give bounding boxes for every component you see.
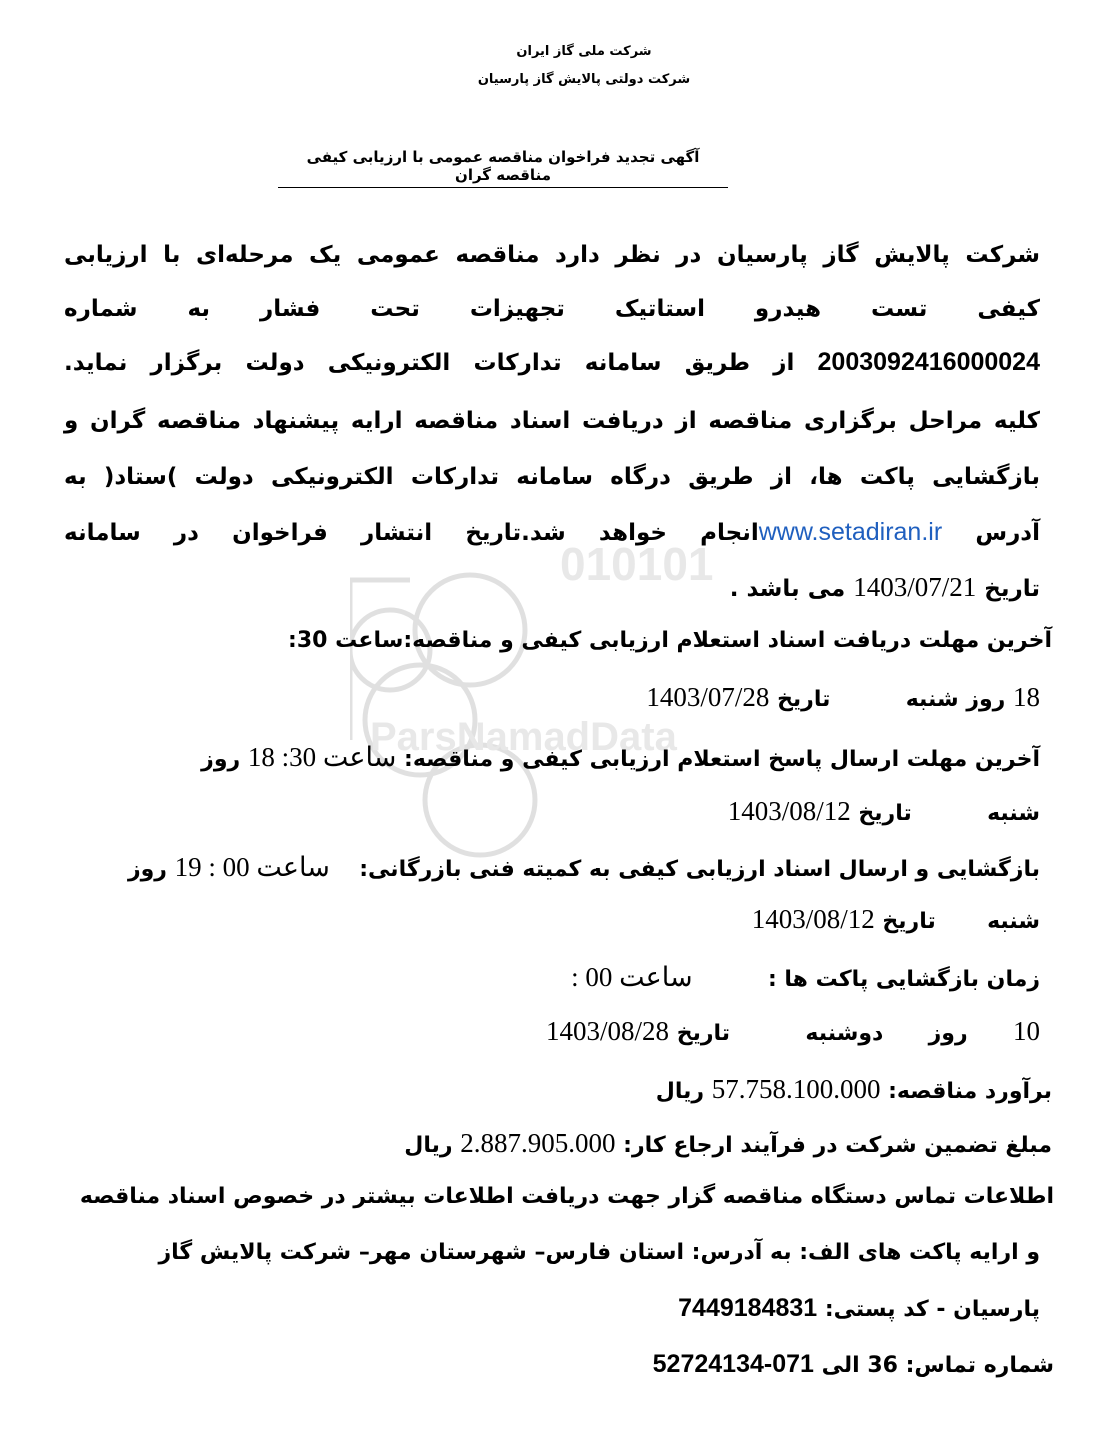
contact-line-3 xyxy=(678,1294,1040,1323)
contact-line-2: و ارایه پاکت های الف: به آدرس: استان فارس– شهرستان مهر– شرکت پالایش گاز xyxy=(158,1240,1040,1265)
company-name: شرکت دولتی پالایش گاز پارسیان xyxy=(477,72,691,87)
opening-envelopes-date-line xyxy=(546,1016,1040,1047)
opening-envelopes-line xyxy=(571,962,1040,993)
receive-docs-hour: 18 xyxy=(1013,682,1040,712)
estimate-value: 57.758.100.000 xyxy=(711,1074,881,1104)
body-line-7 xyxy=(64,572,1040,603)
guarantee-unit: ریال xyxy=(404,1133,453,1158)
opening-quality-day: شنبه xyxy=(987,909,1040,934)
phone-label: شماره تماس: xyxy=(905,1353,1054,1378)
send-response-date-label: تاریخ xyxy=(858,801,912,826)
send-response-label: آخرین مهلت ارسال پاسخ استعلام ارزیابی کیفی و مناقصه: xyxy=(404,747,1040,772)
opening-quality-time: ساعت 00 : 19 xyxy=(174,852,330,882)
opening-envelopes-date-label: تاریخ xyxy=(676,1021,731,1046)
body-line-6-rest: انجام خواهد شد.تاریخ انتشار فراخوان در سامانه xyxy=(64,520,759,546)
guarantee-label: مبلغ تضمین شرکت در فرآیند ارجاع کار: xyxy=(623,1133,1052,1158)
publish-date: 1403/07/21 xyxy=(853,572,977,602)
opening-quality-date-label: تاریخ xyxy=(882,909,936,934)
opening-envelopes-hour: 10 xyxy=(1013,1016,1040,1046)
parent-company-name: شرکت ملی گاز ایران xyxy=(516,44,652,59)
watermark-digits: 010101 xyxy=(560,540,714,590)
send-response-date: 1403/08/12 xyxy=(727,796,851,826)
contact-line-1: اطلاعات تماس دستگاه مناقصه گزار جهت دریافت اطلاعات بیشتر در خصوص اسناد مناقصه xyxy=(79,1184,1054,1209)
opening-envelopes-time: ساعت 00 : xyxy=(571,962,693,992)
body-line-6 xyxy=(64,518,1040,547)
postal-code-label: پارسیان - کد پستی: xyxy=(824,1297,1040,1322)
opening-envelopes-label: زمان بازگشایی پاکت ها : xyxy=(767,967,1040,992)
opening-quality-line xyxy=(128,852,1040,883)
opening-quality-label: بازگشایی و ارسال اسناد ارزیابی کیفی به کمیته فنی بازرگانی: xyxy=(359,857,1040,882)
receive-docs-date: 1403/07/28 xyxy=(646,682,770,712)
address-label: آدرس xyxy=(975,520,1040,546)
body-line-5: بازگشایی پاکت ها، از طریق درگاه سامانه تدارکات الکترونیکی دولت )ستاد( به xyxy=(64,464,1040,490)
guarantee-line xyxy=(404,1128,1052,1159)
watermark-brand: ParsNamadData xyxy=(370,715,677,759)
send-response-deadline-line xyxy=(201,742,1040,773)
send-response-day: شنبه xyxy=(987,801,1040,826)
body-line-4: کلیه مراحل برگزاری مناقصه از دریافت اسناد مناقصه ارایه پیشنهاد مناقصه گران و xyxy=(64,408,1040,434)
receive-docs-deadline-line xyxy=(646,682,1040,713)
publish-date-label: تاریخ xyxy=(984,576,1040,602)
estimate-line xyxy=(656,1074,1052,1105)
announcement-title: آگهی تجدید فراخوان مناقصه عمومی با ارزیابی کیفی مناقصه گران xyxy=(278,148,728,188)
receive-docs-date-label: تاریخ xyxy=(777,687,831,712)
receive-docs-deadline-label: آخرین مهلت دریافت اسناد استعلام ارزیابی کیفی و مناقصه:ساعت 30: xyxy=(288,628,1052,653)
opening-quality-day-label: روز xyxy=(127,857,167,882)
opening-envelopes-date: 1403/08/28 xyxy=(546,1016,670,1046)
postal-code: 7449184831 xyxy=(678,1294,818,1322)
opening-envelopes-day-label: روز xyxy=(928,1021,968,1046)
body-line-2: کیفی تست هیدرو استاتیک تجهیزات تحت فشار به شماره xyxy=(64,296,1040,322)
send-response-day-label: روز xyxy=(201,747,241,772)
opening-quality-date: 1403/08/12 xyxy=(751,904,875,934)
tender-number: 2003092416000024 xyxy=(817,348,1040,376)
send-response-date-line xyxy=(728,796,1040,827)
body-line-3 xyxy=(64,348,1040,377)
phone-number: 52724134-071 xyxy=(652,1350,814,1378)
receive-docs-day: روز شنبه xyxy=(905,687,1006,712)
guarantee-value: 2.887.905.000 xyxy=(460,1128,616,1158)
body-line-3-rest: از طریق سامانه تدارکات الکترونیکی دولت برگزار نماید. xyxy=(64,350,795,376)
publish-date-suffix: می باشد . xyxy=(729,576,846,602)
website-link[interactable]: www.setadiran.ir xyxy=(758,518,943,546)
estimate-unit: ریال xyxy=(655,1079,705,1104)
phone-line xyxy=(653,1350,1054,1379)
send-response-time: ساعت 30: 18 xyxy=(247,742,397,772)
body-line-1: شرکت پالایش گاز پارسیان در نظر دارد مناقصه عمومی یک مرحله‌ای با ارزیابی xyxy=(64,242,1040,268)
estimate-label: برآورد مناقصه: xyxy=(888,1079,1052,1104)
phone-range: 36 الی xyxy=(821,1353,898,1378)
opening-quality-date-line xyxy=(752,904,1040,935)
opening-envelopes-day: دوشنبه xyxy=(805,1021,884,1046)
